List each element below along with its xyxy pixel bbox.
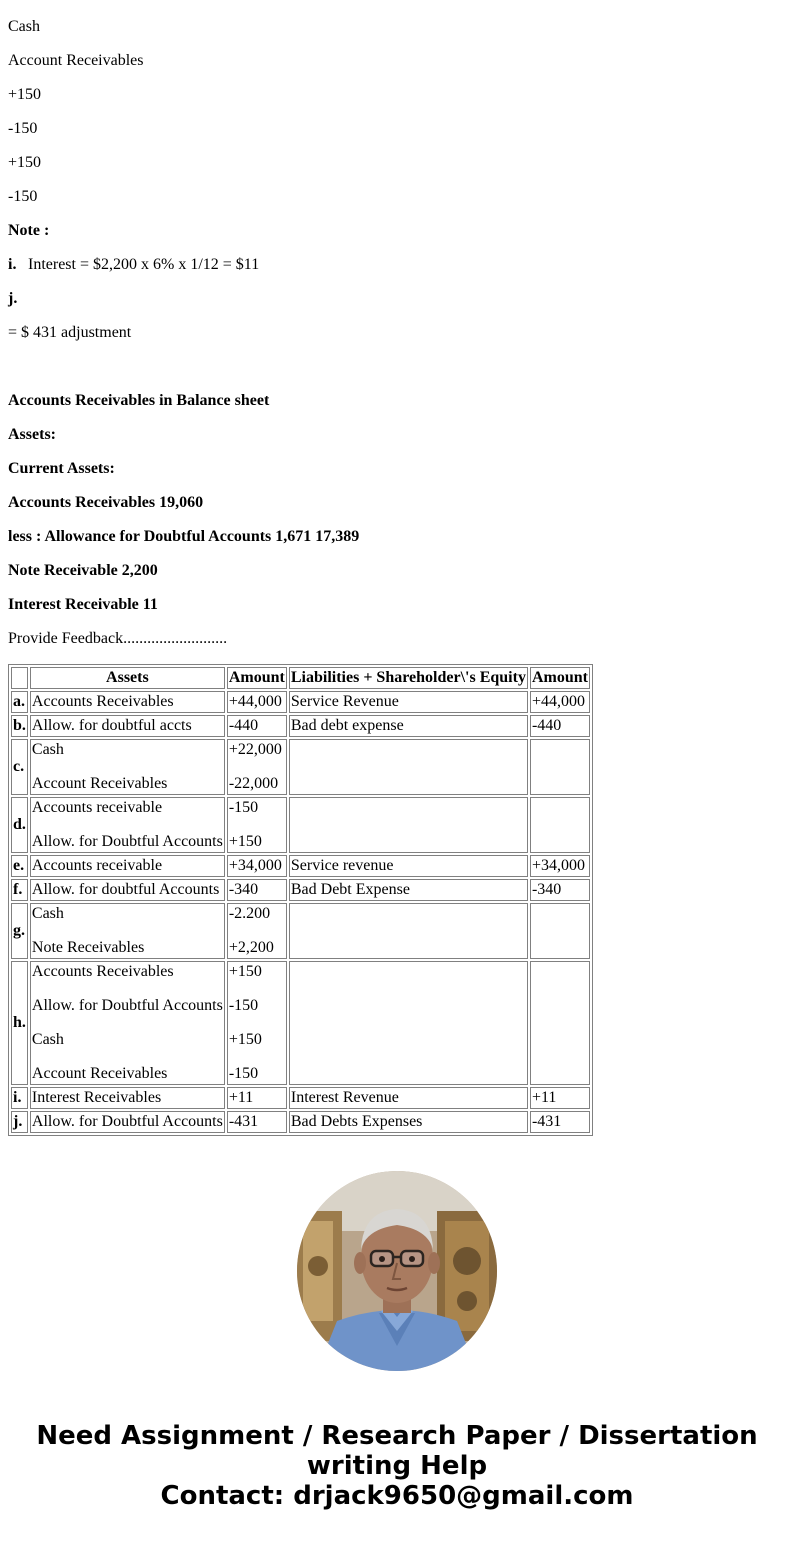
asset-entry: Accounts Receivables bbox=[31, 693, 174, 710]
amount-entry: +150 bbox=[228, 833, 262, 850]
text-line-amount: +150 bbox=[8, 154, 42, 171]
row-amount2 bbox=[530, 903, 590, 959]
row-assets bbox=[30, 903, 225, 959]
balance-sheet-allowance: less : Allowance for Doubtful Accounts 1,671 17,389 bbox=[8, 528, 360, 545]
row-letter: a. bbox=[11, 691, 28, 713]
note-item-i bbox=[8, 256, 786, 274]
table-header-amount: Amount bbox=[227, 667, 287, 689]
table-row bbox=[11, 715, 590, 737]
row-assets bbox=[30, 879, 225, 901]
row-liabilities: Service Revenue bbox=[289, 691, 528, 713]
row-assets bbox=[30, 691, 225, 713]
row-liabilities: Bad debt expense bbox=[289, 715, 528, 737]
asset-entry: Account Receivables bbox=[31, 775, 168, 792]
row-amount bbox=[227, 961, 287, 1085]
text-line-amount: -150 bbox=[8, 188, 38, 205]
asset-entry: Accounts receivable bbox=[31, 857, 163, 874]
amount-entry: -431 bbox=[228, 1113, 259, 1130]
amount-entry: -22,000 bbox=[228, 775, 279, 792]
row-assets bbox=[30, 961, 225, 1085]
table-header-amount: Amount bbox=[530, 667, 590, 689]
asset-entry: Cash bbox=[31, 1031, 64, 1048]
amount-entry: -440 bbox=[228, 717, 259, 734]
text-line-amount: +150 bbox=[8, 86, 42, 103]
row-amount2: -431 bbox=[530, 1111, 590, 1133]
asset-entry: Cash bbox=[31, 905, 64, 922]
amount-entry: +34,000 bbox=[228, 857, 282, 874]
balance-sheet-assets: Assets: bbox=[8, 426, 56, 443]
row-letter: h. bbox=[11, 961, 28, 1085]
amount-entry: +150 bbox=[228, 1031, 262, 1048]
asset-entry: Allow. for doubtful Accounts bbox=[31, 881, 220, 898]
asset-entry: Accounts receivable bbox=[31, 799, 163, 816]
row-liabilities: Bad Debt Expense bbox=[289, 879, 528, 901]
row-assets bbox=[30, 1087, 225, 1109]
table-header-letter bbox=[11, 667, 28, 689]
table-row bbox=[11, 879, 590, 901]
row-amount2 bbox=[530, 961, 590, 1085]
row-amount bbox=[227, 879, 287, 901]
asset-entry: Accounts Receivables bbox=[31, 963, 174, 980]
amount-entry: -150 bbox=[228, 799, 259, 816]
row-assets bbox=[30, 1111, 225, 1133]
table-header-row bbox=[11, 667, 590, 689]
text-line-amount: -150 bbox=[8, 120, 38, 137]
row-letter: f. bbox=[11, 879, 28, 901]
row-amount bbox=[227, 1111, 287, 1133]
row-liabilities bbox=[289, 739, 528, 795]
amount-entry: +22,000 bbox=[228, 741, 282, 758]
balance-sheet-title: Accounts Receivables in Balance sheet bbox=[8, 392, 270, 409]
row-letter: e. bbox=[11, 855, 28, 877]
row-amount2: +11 bbox=[530, 1087, 590, 1109]
note-label: Note : bbox=[8, 222, 50, 239]
promo-contact[interactable]: Contact: drjack9650@gmail.com bbox=[160, 1481, 634, 1511]
asset-entry: Allow. for Doubtful Accounts bbox=[31, 1113, 223, 1130]
row-amount bbox=[227, 855, 287, 877]
row-letter: b. bbox=[11, 715, 28, 737]
row-amount2: -340 bbox=[530, 879, 590, 901]
promo-line: Need Assignment / Research Paper / Dissertation bbox=[36, 1421, 758, 1451]
row-liabilities: Interest Revenue bbox=[289, 1087, 528, 1109]
row-letter: g. bbox=[11, 903, 28, 959]
asset-entry: Interest Receivables bbox=[31, 1089, 162, 1106]
note-item-marker: i. bbox=[8, 256, 17, 273]
row-liabilities bbox=[289, 903, 528, 959]
asset-entry: Allow. for doubtful accts bbox=[31, 717, 192, 734]
table-row bbox=[11, 961, 590, 1085]
author-avatar bbox=[297, 1171, 497, 1371]
amount-entry: +2,200 bbox=[228, 939, 274, 956]
row-amount2 bbox=[530, 739, 590, 795]
document-content bbox=[0, 18, 794, 1136]
table-row bbox=[11, 855, 590, 877]
row-letter: j. bbox=[11, 1111, 28, 1133]
row-amount2: -440 bbox=[530, 715, 590, 737]
row-letter: c. bbox=[11, 739, 28, 795]
row-amount2: +44,000 bbox=[530, 691, 590, 713]
asset-entry: Note Receivables bbox=[31, 939, 145, 956]
balance-sheet-current-assets: Current Assets: bbox=[8, 460, 115, 477]
row-amount bbox=[227, 691, 287, 713]
table-header-assets: Assets bbox=[30, 667, 225, 689]
row-liabilities: Service revenue bbox=[289, 855, 528, 877]
asset-entry: Allow. for Doubtful Accounts bbox=[31, 833, 223, 850]
row-amount bbox=[227, 739, 287, 795]
promo-banner bbox=[0, 1421, 794, 1511]
amount-entry: +11 bbox=[228, 1089, 254, 1106]
note-item-j-marker: j. bbox=[8, 290, 18, 307]
row-amount2: +34,000 bbox=[530, 855, 590, 877]
amount-entry: -340 bbox=[228, 881, 259, 898]
note-item-text: Interest = $2,200 x 6% x 1/12 = $11 bbox=[28, 256, 260, 273]
amount-entry: -150 bbox=[228, 1065, 259, 1082]
provide-feedback-link[interactable]: Provide Feedback.......................... bbox=[8, 630, 228, 647]
table-row bbox=[11, 903, 590, 959]
table-row bbox=[11, 691, 590, 713]
row-letter: d. bbox=[11, 797, 28, 853]
asset-entry: Cash bbox=[31, 741, 64, 758]
text-line-account-receivables: Account Receivables bbox=[8, 52, 144, 69]
row-amount bbox=[227, 903, 287, 959]
row-liabilities bbox=[289, 797, 528, 853]
row-liabilities bbox=[289, 961, 528, 1085]
author-portrait-image bbox=[297, 1171, 497, 1371]
table-row bbox=[11, 797, 590, 853]
spacer bbox=[8, 358, 786, 376]
table-row bbox=[11, 739, 590, 795]
balance-sheet-ar: Accounts Receivables 19,060 bbox=[8, 494, 204, 511]
amount-entry: -2.200 bbox=[228, 905, 271, 922]
row-amount bbox=[227, 797, 287, 853]
table-header-liabilities: Liabilities + Shareholder\'s Equity bbox=[289, 667, 528, 689]
row-amount bbox=[227, 715, 287, 737]
row-letter: i. bbox=[11, 1087, 28, 1109]
balance-sheet-interest-receivable: Interest Receivable 11 bbox=[8, 596, 158, 613]
amount-entry: -150 bbox=[228, 997, 259, 1014]
row-liabilities: Bad Debts Expenses bbox=[289, 1111, 528, 1133]
text-line-cash: Cash bbox=[8, 18, 40, 35]
row-assets bbox=[30, 797, 225, 853]
promo-line: writing Help bbox=[306, 1451, 488, 1481]
balance-sheet-note-receivable: Note Receivable 2,200 bbox=[8, 562, 158, 579]
table-row bbox=[11, 1111, 590, 1133]
asset-entry: Account Receivables bbox=[31, 1065, 168, 1082]
journal-table bbox=[8, 664, 593, 1136]
amount-entry: +44,000 bbox=[228, 693, 282, 710]
row-assets bbox=[30, 715, 225, 737]
row-assets bbox=[30, 855, 225, 877]
note-item-j-text: = $ 431 adjustment bbox=[8, 324, 132, 341]
asset-entry: Allow. for Doubtful Accounts bbox=[31, 997, 223, 1014]
table-row bbox=[11, 1087, 590, 1109]
row-assets bbox=[30, 739, 225, 795]
row-amount bbox=[227, 1087, 287, 1109]
row-amount2 bbox=[530, 797, 590, 853]
amount-entry: +150 bbox=[228, 963, 262, 980]
